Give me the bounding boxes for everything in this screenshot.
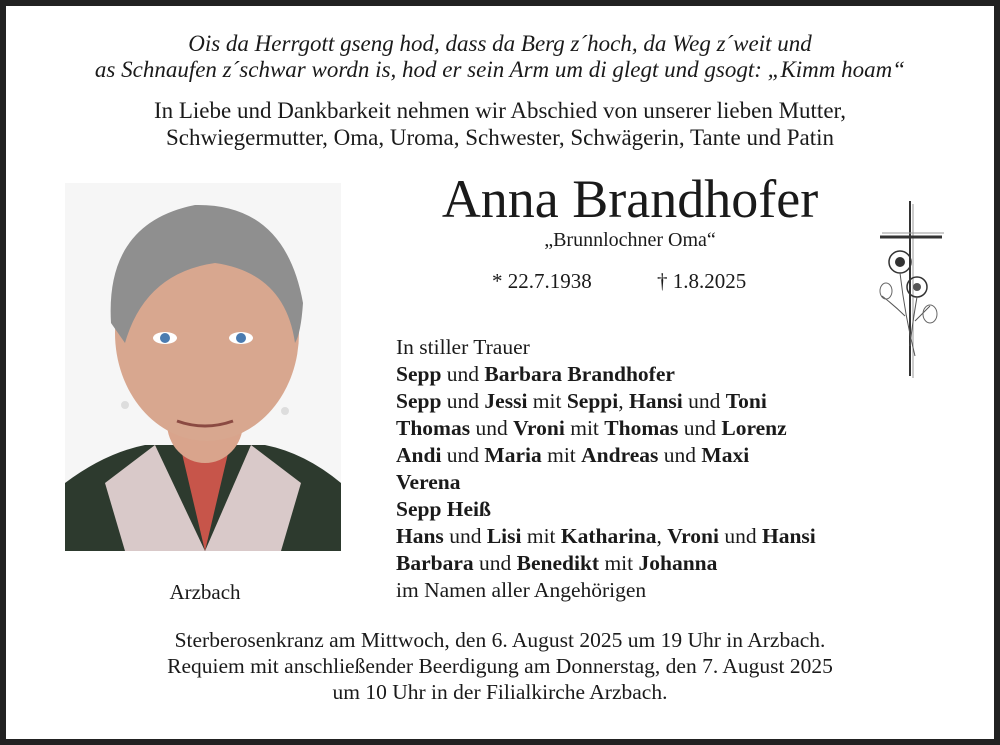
connector-text: und <box>470 416 514 440</box>
connector-text: , <box>656 524 668 548</box>
mourner-name: Hansi <box>628 389 683 413</box>
deceased-name: Anna Brandhofer <box>441 169 819 229</box>
mourner-name: Seppi <box>566 389 619 413</box>
mourners-heading: In stiller Trauer <box>396 335 530 359</box>
mourner-name: Verena <box>396 470 461 494</box>
mourner-name: Barbara <box>396 551 474 575</box>
connector-text: mit <box>564 416 605 440</box>
mourner-name: Jessi <box>484 389 528 413</box>
connector-text: und <box>658 443 702 467</box>
mourner-name: Vroni <box>513 416 565 440</box>
intro-line: In Liebe und Dankbarkeit nehmen wir Abschied von unserer lieben Mutter, <box>153 98 847 123</box>
cross-with-roses-icon <box>870 196 950 386</box>
mourner-name: Thomas <box>396 416 471 440</box>
mourner-line <box>396 361 816 388</box>
mourner-name: Andi <box>396 443 442 467</box>
connector-text: und <box>441 389 485 413</box>
mourner-name: Thomas <box>604 416 679 440</box>
connector-text: mit <box>521 524 561 548</box>
portrait-photo <box>65 183 341 551</box>
mourner-name: Toni <box>725 389 767 413</box>
mourner-line <box>396 415 816 442</box>
connector-text: mit <box>599 551 639 575</box>
death-date: † 1.8.2025 <box>657 269 747 293</box>
mourner-name: Sepp <box>396 362 442 386</box>
place: Arzbach <box>169 580 241 604</box>
mourner-line <box>396 496 816 523</box>
mourner-line <box>396 442 816 469</box>
birth-date: * 22.7.1938 <box>492 269 592 293</box>
connector-text: und <box>682 389 726 413</box>
mourner-line <box>396 523 816 550</box>
connector-text: mit <box>541 443 582 467</box>
motto <box>0 31 1000 83</box>
connector-text: und <box>719 524 762 548</box>
intro-text <box>0 97 1000 151</box>
mourner-line <box>396 469 816 496</box>
mourners-closing: im Namen aller Angehörigen <box>396 578 647 602</box>
mourner-name: Lisi <box>486 524 522 548</box>
service-line: um 10 Uhr in der Filialkirche Arzbach. <box>332 680 668 704</box>
mourner-name: Vroni <box>667 524 719 548</box>
motto-line: as Schnaufen z´schwar wordn is, hod er sein Arm um di glegt und gsogt: „Kimm hoam“ <box>94 57 906 82</box>
mourner-name: Barbara Brandhofer <box>484 362 675 386</box>
connector-text: und <box>441 362 485 386</box>
connector-text: , <box>618 389 629 413</box>
mourner-line <box>396 550 816 577</box>
mourner-name: Johanna <box>638 551 718 575</box>
mourner-name: Lorenz <box>721 416 787 440</box>
mourner-name: Maria <box>484 443 542 467</box>
mourner-name: Hans <box>396 524 444 548</box>
connector-text: und <box>443 524 487 548</box>
mourner-line <box>396 388 816 415</box>
mourner-name: Hansi <box>762 524 816 548</box>
connector-text: mit <box>527 389 567 413</box>
mourner-name: Benedikt <box>516 551 600 575</box>
connector-text: und <box>678 416 722 440</box>
service-info <box>0 627 1000 705</box>
mourner-name: Maxi <box>701 443 750 467</box>
service-line: Sterberosenkranz am Mittwoch, den 6. August 2025 um 19 Uhr in Arzbach. <box>174 628 826 652</box>
mourners-list <box>396 334 816 604</box>
motto-line: Ois da Herrgott gseng hod, dass da Berg z´hoch, da Weg z´weit und <box>188 31 812 56</box>
nickname: „Brunnlochner Oma“ <box>544 229 716 251</box>
service-line: Requiem mit anschließender Beerdigung am Donnerstag, den 7. August 2025 <box>167 654 833 678</box>
intro-line: Schwiegermutter, Oma, Uroma, Schwester, Schwägerin, Tante und Patin <box>165 125 835 150</box>
mourner-name: Sepp <box>396 389 442 413</box>
connector-text: und <box>441 443 485 467</box>
mourner-name: Andreas <box>581 443 659 467</box>
connector-text: und <box>473 551 517 575</box>
mourner-name: Sepp Heiß <box>396 497 491 521</box>
mourner-name: Katharina <box>560 524 657 548</box>
